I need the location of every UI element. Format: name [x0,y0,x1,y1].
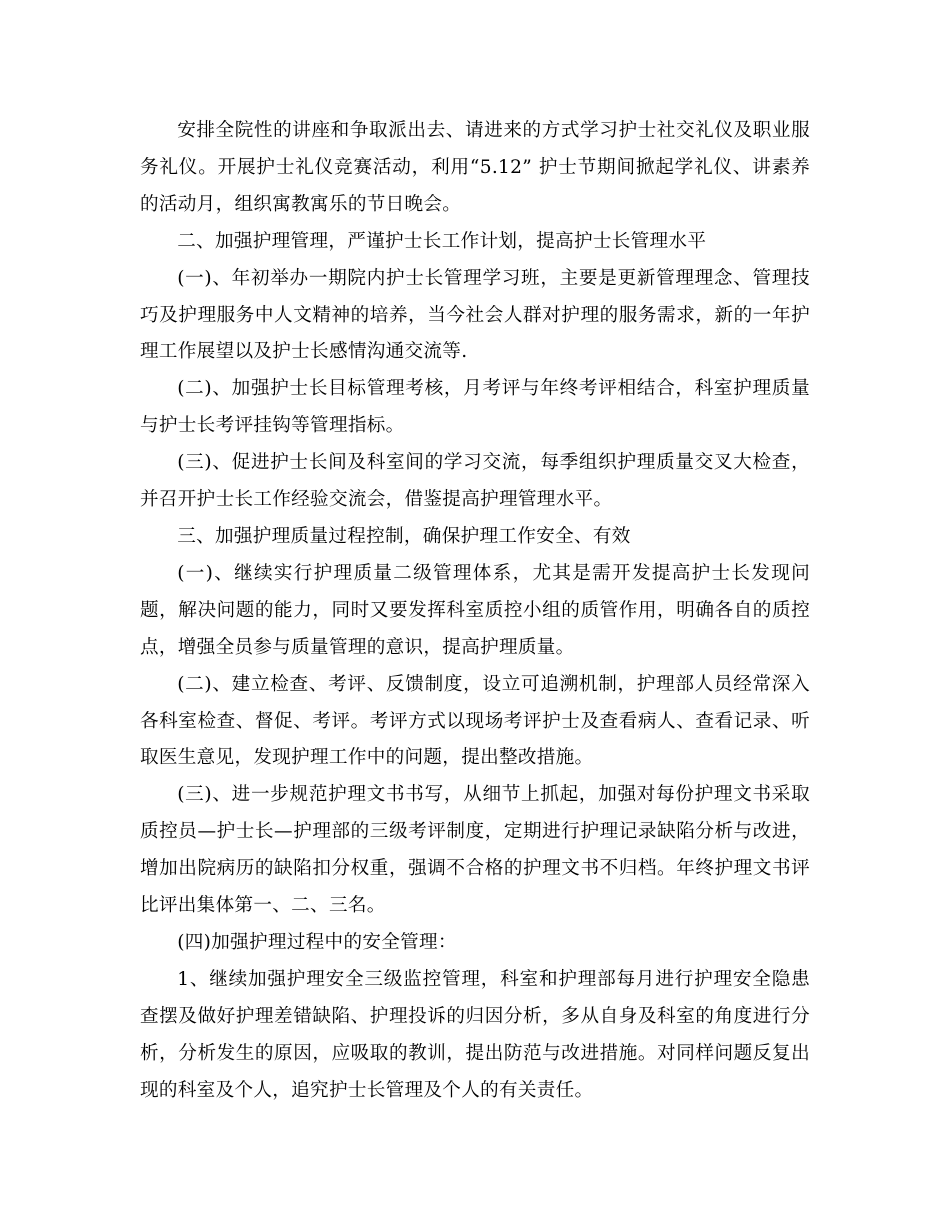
paragraph-etiquette-training: 安排全院性的讲座和争取派出去、请进来的方式学习护士社交礼仪及职业服务礼仪。开展护士礼仪竞赛活动，利用“5.12” 护士节期间掀起学礼仪、讲素养的活动月，组织寓教寓乐的节日晚会。 [140,120,810,215]
paragraph-3-1: (一)、继续实行护理质量二级管理体系，尤其是需开发提高护士长发现问题，解决问题的能力，同时又要发挥科室质控小组的质管作用，明确各自的质控点，增强全员参与质量管理的意识，提高护理质量。 [140,562,810,658]
paragraph-3-2: (二)、建立检查、考评、反馈制度，设立可追溯机制，护理部人员经常深入各科室检查、督促、考评。考评方式以现场考评护士及查看病人、查看记录、听取医生意见，发现护理工作中的问题，提出整改措施。 [140,673,810,769]
paragraph-2-3: (三)、促进护士长间及科室间的学习交流，每季组织护理质量交叉大检查，并召开护士长工作经验交流会，借鉴提高护理管理水平。 [140,452,810,511]
heading-section-three: 三、加强护理质量过程控制，确保护理工作安全、有效 [177,525,631,547]
paragraph-2-1: (一)、年初举办一期院内护士长管理学习班，主要是更新管理理念、管理技巧及护理服务中人文精神的培养，当今社会人群对护理的服务需求，新的一年护理工作展望以及护士长感情沟通交流等. [140,267,810,363]
heading-section-two: 二、加强护理管理，严谨护士长工作计划，提高护士长管理水平 [177,230,707,252]
paragraph-3-3: (三)、进一步规范护理文书书写，从细节上抓起，加强对每份护理文书采取质控员—护士长—护理部的三级考评制度，定期进行护理记录缺陷分析与改进，增加出院病历的缺陷扣分权重，强调不合格的护理文书不归档。年终护理文书评比评出集体第一、二、三名。 [140,784,810,917]
document-body [140,113,810,1109]
paragraph-2-2: (二)、加强护士长目标管理考核，月考评与年终考评相结合，科室护理质量与护士长考评挂钩等管理指标。 [140,378,810,437]
paragraph-3-4-1: 1、继续加强护理安全三级监控管理，科室和护理部每月进行护理安全隐患查摆及做好护理差错缺陷、护理投诉的归因分析，多从自身及科室的角度进行分析，分析发生的原因，应吸取的教训，提出防范与改进措施。对同样问题反复出现的科室及个人，追究护士长管理及个人的有关责任。 [140,968,810,1101]
heading-3-4: (四)加强护理过程中的安全管理： [177,931,457,953]
